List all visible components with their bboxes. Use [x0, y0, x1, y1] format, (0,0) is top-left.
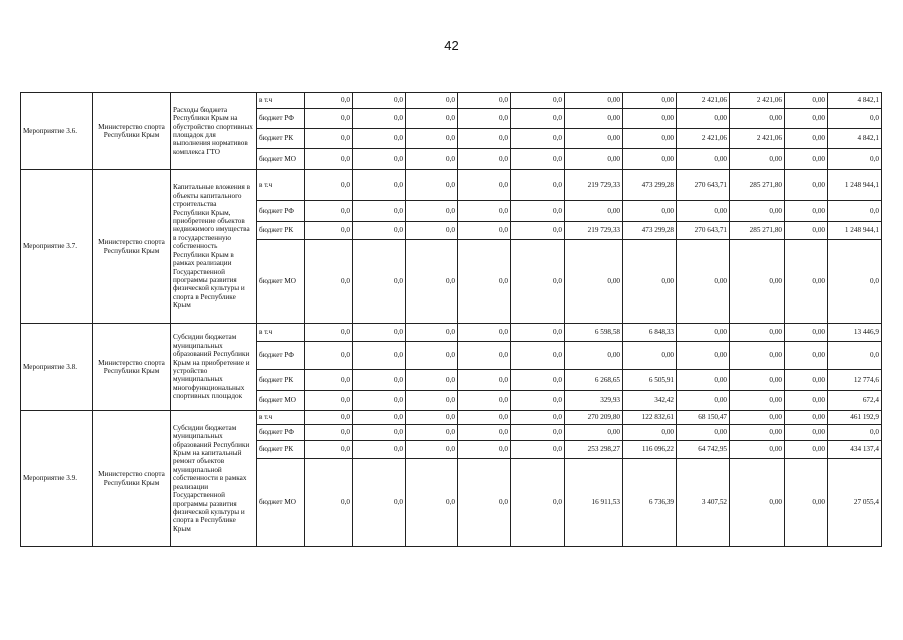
amount-cell: 0,0	[458, 222, 511, 240]
funding-source: бюджет МО	[257, 240, 305, 324]
funding-source: бюджет РК	[257, 222, 305, 240]
amount-cell: 0,0	[458, 201, 511, 222]
amount-cell: 0,0	[458, 93, 511, 109]
event-description: Субсидии бюджетам муниципальных образований Республики Крым на капитальный ремонт объектов муниципальной собственности в рамках реализации Государственной программы развития физической культуры и спорта в Республике Крым	[171, 411, 257, 547]
amount-cell: 0,00	[677, 201, 730, 222]
amount-cell: 0,0	[406, 370, 458, 391]
amount-cell: 0,00	[677, 149, 730, 170]
amount-cell: 0,00	[677, 342, 730, 370]
amount-cell: 0,0	[353, 149, 406, 170]
amount-cell: 0,00	[623, 342, 677, 370]
amount-cell: 0,00	[785, 109, 828, 129]
amount-cell: 219 729,33	[565, 170, 623, 201]
amount-cell: 0,00	[785, 170, 828, 201]
amount-cell: 0,00	[677, 109, 730, 129]
amount-cell: 0,0	[353, 391, 406, 411]
amount-cell: 0,00	[623, 201, 677, 222]
amount-cell: 1 248 944,1	[828, 222, 882, 240]
amount-cell: 0,0	[511, 240, 565, 324]
amount-cell: 473 299,28	[623, 222, 677, 240]
amount-cell: 270 209,80	[565, 411, 623, 425]
amount-cell: 0,00	[785, 149, 828, 170]
funding-source: бюджет МО	[257, 391, 305, 411]
table-row	[21, 93, 882, 109]
amount-cell: 0,00	[785, 411, 828, 425]
amount-cell: 0,00	[565, 149, 623, 170]
executor: Министерство спорта Республики Крым	[93, 411, 171, 547]
amount-cell: 0,0	[458, 391, 511, 411]
funding-source: в т.ч	[257, 170, 305, 201]
amount-cell: 0,0	[305, 240, 353, 324]
table-row	[21, 324, 882, 342]
amount-cell: 0,00	[785, 240, 828, 324]
amount-cell: 461 192,9	[828, 411, 882, 425]
event-description: Расходы бюджета Республики Крым на обустройство спортивных площадок для выполнения нормативов комплекса ГТО	[171, 93, 257, 170]
amount-cell: 0,0	[828, 425, 882, 441]
amount-cell: 6 505,91	[623, 370, 677, 391]
amount-cell: 0,00	[785, 370, 828, 391]
amount-cell: 0,00	[730, 201, 785, 222]
amount-cell: 0,00	[677, 370, 730, 391]
amount-cell: 434 137,4	[828, 441, 882, 459]
amount-cell: 0,00	[677, 240, 730, 324]
amount-cell: 0,0	[458, 324, 511, 342]
amount-cell: 329,93	[565, 391, 623, 411]
amount-cell: 0,00	[785, 342, 828, 370]
amount-cell: 0,0	[353, 324, 406, 342]
amount-cell: 0,00	[785, 391, 828, 411]
amount-cell: 0,0	[511, 411, 565, 425]
amount-cell: 0,0	[458, 411, 511, 425]
amount-cell: 0,0	[353, 459, 406, 547]
table-row	[21, 170, 882, 201]
amount-cell: 0,0	[406, 342, 458, 370]
amount-cell: 0,0	[458, 459, 511, 547]
amount-cell: 0,00	[730, 441, 785, 459]
amount-cell: 285 271,80	[730, 222, 785, 240]
funding-source: бюджет РФ	[257, 201, 305, 222]
table-row	[21, 411, 882, 425]
amount-cell: 0,0	[511, 129, 565, 149]
executor: Министерство спорта Республики Крым	[93, 93, 171, 170]
amount-cell: 0,0	[828, 240, 882, 324]
amount-cell: 0,0	[828, 109, 882, 129]
funding-source: бюджет РФ	[257, 425, 305, 441]
amount-cell: 68 150,47	[677, 411, 730, 425]
amount-cell: 0,00	[730, 370, 785, 391]
amount-cell: 6 598,58	[565, 324, 623, 342]
amount-cell: 0,00	[565, 129, 623, 149]
amount-cell: 0,0	[353, 129, 406, 149]
amount-cell: 0,0	[353, 93, 406, 109]
amount-cell: 0,0	[305, 222, 353, 240]
amount-cell: 16 911,53	[565, 459, 623, 547]
amount-cell: 0,0	[353, 425, 406, 441]
amount-cell: 0,00	[730, 149, 785, 170]
amount-cell: 0,00	[730, 240, 785, 324]
amount-cell: 270 643,71	[677, 222, 730, 240]
executor: Министерство спорта Республики Крым	[93, 170, 171, 324]
amount-cell: 0,00	[565, 342, 623, 370]
amount-cell: 0,0	[511, 391, 565, 411]
amount-cell: 0,0	[458, 240, 511, 324]
amount-cell: 0,0	[353, 370, 406, 391]
amount-cell: 0,0	[828, 342, 882, 370]
amount-cell: 4 842,1	[828, 93, 882, 109]
amount-cell: 64 742,95	[677, 441, 730, 459]
amount-cell: 0,0	[458, 170, 511, 201]
executor: Министерство спорта Республики Крым	[93, 324, 171, 411]
amount-cell: 13 446,9	[828, 324, 882, 342]
event-name: Мероприятие 3.8.	[21, 324, 93, 411]
amount-cell: 0,00	[623, 93, 677, 109]
amount-cell: 219 729,33	[565, 222, 623, 240]
amount-cell: 6 736,39	[623, 459, 677, 547]
amount-cell: 0,00	[730, 425, 785, 441]
amount-cell: 0,00	[565, 425, 623, 441]
amount-cell: 0,00	[730, 411, 785, 425]
amount-cell: 0,0	[458, 129, 511, 149]
amount-cell: 0,00	[785, 425, 828, 441]
amount-cell: 0,0	[406, 441, 458, 459]
amount-cell: 0,00	[730, 342, 785, 370]
amount-cell: 0,00	[730, 459, 785, 547]
amount-cell: 0,0	[305, 425, 353, 441]
amount-cell: 0,0	[406, 201, 458, 222]
amount-cell: 0,00	[785, 324, 828, 342]
amount-cell: 253 298,27	[565, 441, 623, 459]
amount-cell: 0,0	[353, 222, 406, 240]
amount-cell: 0,0	[305, 109, 353, 129]
amount-cell: 2 421,06	[677, 93, 730, 109]
amount-cell: 0,00	[623, 149, 677, 170]
amount-cell: 0,0	[406, 222, 458, 240]
amount-cell: 0,00	[730, 109, 785, 129]
event-description: Капитальные вложения в объекты капитального строительства Республики Крым, приобретение объектов недвижимого имущества в государственную собственность Республики Крым в рамках реализации Государственной программы развития физической культуры и спорта в Республике Крым	[171, 170, 257, 324]
amount-cell: 2 421,06	[730, 129, 785, 149]
amount-cell: 0,0	[511, 425, 565, 441]
amount-cell: 0,0	[353, 441, 406, 459]
amount-cell: 0,00	[565, 240, 623, 324]
page-number: 42	[444, 38, 459, 53]
amount-cell: 0,00	[677, 391, 730, 411]
amount-cell: 0,0	[511, 370, 565, 391]
amount-cell: 1 248 944,1	[828, 170, 882, 201]
amount-cell: 12 774,6	[828, 370, 882, 391]
amount-cell: 0,0	[458, 441, 511, 459]
amount-cell: 0,0	[458, 370, 511, 391]
budget-table	[20, 92, 882, 547]
amount-cell: 0,0	[458, 425, 511, 441]
amount-cell: 0,0	[305, 170, 353, 201]
funding-source: бюджет МО	[257, 459, 305, 547]
amount-cell: 0,0	[406, 240, 458, 324]
amount-cell: 0,00	[623, 129, 677, 149]
amount-cell: 6 848,33	[623, 324, 677, 342]
amount-cell: 0,00	[785, 459, 828, 547]
amount-cell: 0,0	[511, 201, 565, 222]
event-name: Мероприятие 3.7.	[21, 170, 93, 324]
amount-cell: 0,0	[305, 370, 353, 391]
amount-cell: 0,0	[305, 129, 353, 149]
amount-cell: 0,00	[623, 425, 677, 441]
amount-cell: 0,00	[730, 324, 785, 342]
event-description: Субсидии бюджетам муниципальных образований Республики Крым на приобретение и устройство муниципальных многофункциональных спортивных площадок	[171, 324, 257, 411]
amount-cell: 0,0	[511, 149, 565, 170]
amount-cell: 672,4	[828, 391, 882, 411]
funding-source: бюджет РФ	[257, 342, 305, 370]
amount-cell: 0,0	[406, 425, 458, 441]
amount-cell: 0,0	[406, 391, 458, 411]
amount-cell: 0,0	[305, 441, 353, 459]
amount-cell: 0,00	[730, 391, 785, 411]
amount-cell: 0,00	[677, 324, 730, 342]
funding-source: бюджет РК	[257, 370, 305, 391]
amount-cell: 116 096,22	[623, 441, 677, 459]
amount-cell: 0,0	[511, 222, 565, 240]
amount-cell: 0,0	[353, 170, 406, 201]
amount-cell: 0,00	[785, 201, 828, 222]
amount-cell: 122 832,61	[623, 411, 677, 425]
amount-cell: 0,0	[458, 149, 511, 170]
funding-source: в т.ч	[257, 93, 305, 109]
amount-cell: 0,0	[305, 459, 353, 547]
event-name: Мероприятие 3.9.	[21, 411, 93, 547]
amount-cell: 0,0	[406, 459, 458, 547]
amount-cell: 0,00	[785, 441, 828, 459]
amount-cell: 3 407,52	[677, 459, 730, 547]
amount-cell: 0,0	[305, 149, 353, 170]
amount-cell: 0,0	[353, 342, 406, 370]
amount-cell: 0,0	[305, 342, 353, 370]
amount-cell: 0,0	[511, 459, 565, 547]
amount-cell: 2 421,06	[730, 93, 785, 109]
amount-cell: 473 299,28	[623, 170, 677, 201]
amount-cell: 0,0	[353, 411, 406, 425]
amount-cell: 0,00	[785, 93, 828, 109]
amount-cell: 0,0	[353, 109, 406, 129]
amount-cell: 2 421,06	[677, 129, 730, 149]
amount-cell: 0,0	[406, 109, 458, 129]
funding-source: в т.ч	[257, 411, 305, 425]
amount-cell: 0,0	[511, 441, 565, 459]
amount-cell: 0,0	[511, 109, 565, 129]
amount-cell: 0,0	[406, 149, 458, 170]
amount-cell: 285 271,80	[730, 170, 785, 201]
amount-cell: 0,0	[406, 170, 458, 201]
amount-cell: 0,0	[511, 342, 565, 370]
funding-source: бюджет РФ	[257, 109, 305, 129]
funding-source: в т.ч	[257, 324, 305, 342]
amount-cell: 0,0	[511, 170, 565, 201]
amount-cell: 0,0	[305, 93, 353, 109]
amount-cell: 0,00	[785, 129, 828, 149]
amount-cell: 0,00	[623, 109, 677, 129]
amount-cell: 0,0	[828, 201, 882, 222]
amount-cell: 0,00	[623, 240, 677, 324]
amount-cell: 0,0	[305, 411, 353, 425]
amount-cell: 0,00	[565, 93, 623, 109]
amount-cell: 0,0	[828, 149, 882, 170]
amount-cell: 0,0	[406, 411, 458, 425]
amount-cell: 4 842,1	[828, 129, 882, 149]
amount-cell: 6 268,65	[565, 370, 623, 391]
amount-cell: 27 055,4	[828, 459, 882, 547]
amount-cell: 0,0	[406, 129, 458, 149]
amount-cell: 0,00	[565, 201, 623, 222]
amount-cell: 0,0	[511, 93, 565, 109]
funding-source: бюджет РК	[257, 129, 305, 149]
amount-cell: 0,0	[353, 240, 406, 324]
amount-cell: 0,0	[458, 342, 511, 370]
amount-cell: 0,0	[353, 201, 406, 222]
amount-cell: 270 643,71	[677, 170, 730, 201]
amount-cell: 342,42	[623, 391, 677, 411]
amount-cell: 0,0	[406, 324, 458, 342]
amount-cell: 0,00	[565, 109, 623, 129]
amount-cell: 0,0	[406, 93, 458, 109]
amount-cell: 0,0	[305, 391, 353, 411]
funding-source: бюджет МО	[257, 149, 305, 170]
amount-cell: 0,0	[305, 324, 353, 342]
amount-cell: 0,0	[511, 324, 565, 342]
amount-cell: 0,00	[677, 425, 730, 441]
event-name: Мероприятие 3.6.	[21, 93, 93, 170]
amount-cell: 0,0	[458, 109, 511, 129]
funding-source: бюджет РК	[257, 441, 305, 459]
amount-cell: 0,0	[305, 201, 353, 222]
amount-cell: 0,00	[785, 222, 828, 240]
